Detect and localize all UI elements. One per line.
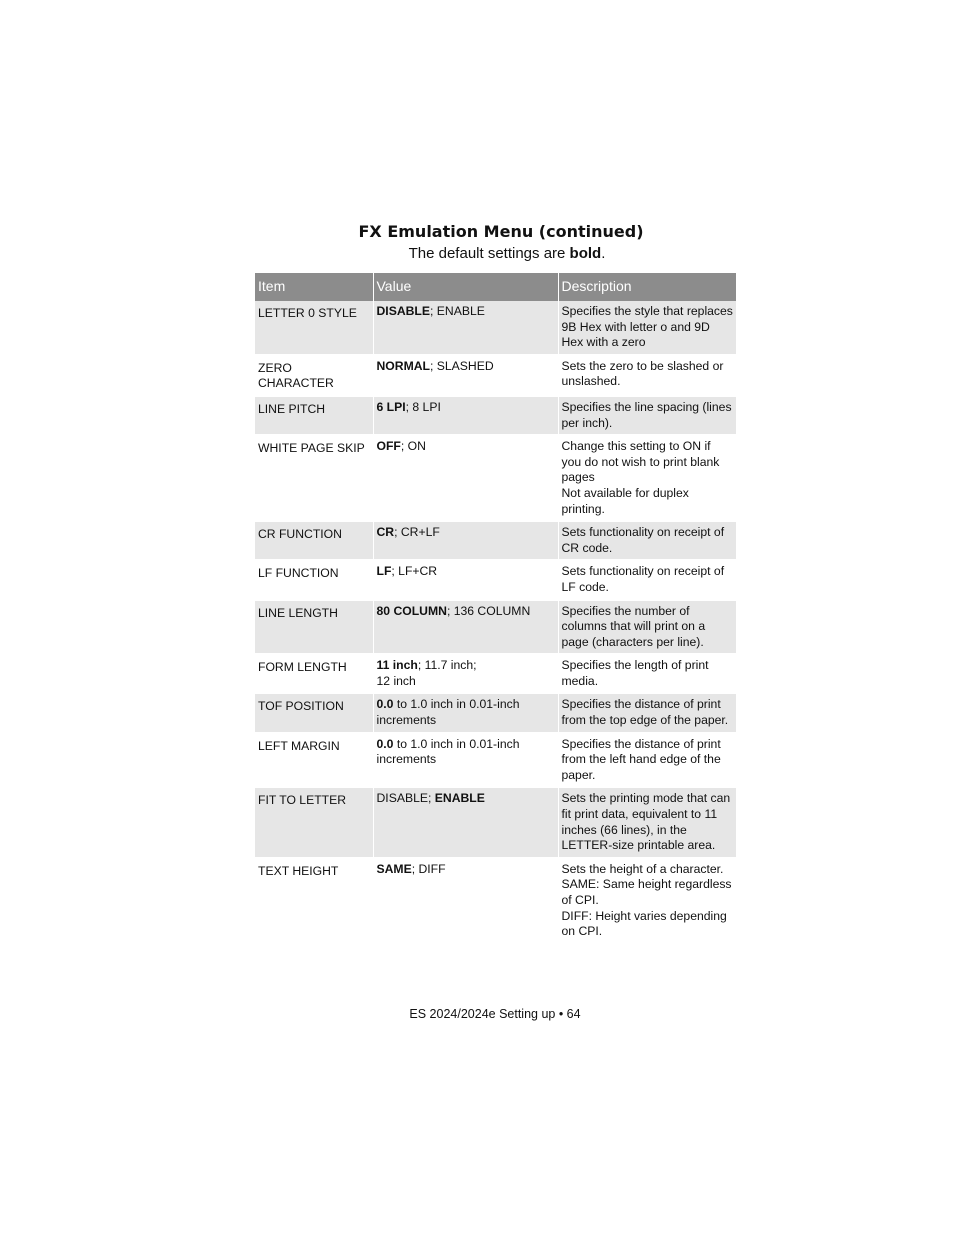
value-options: ; 136 COLUMN: [446, 603, 531, 618]
value-default: NORMAL: [376, 358, 430, 373]
row-value: [373, 521, 558, 560]
value-options: ; LF+CR: [391, 564, 438, 579]
row-description: Sets the printing mode that can fit print data, equivalent to 11 inches (66 lines), in the LETTER-size printable area.: [558, 787, 736, 857]
value-default: CR: [376, 525, 395, 540]
row-value: [373, 355, 558, 396]
value-default: 0.0: [376, 697, 394, 712]
row-item: LETTER 0 STYLE: [255, 301, 373, 355]
value-options: ; 11.7 inch;: [417, 658, 477, 673]
value-default: 80 COLUMN: [376, 603, 447, 618]
table-row: [255, 396, 736, 435]
value-options: ; ENABLE: [430, 304, 485, 318]
table-row: [255, 858, 736, 943]
table-row: [255, 435, 736, 521]
page-title: FX Emulation Menu (continued): [358, 222, 644, 241]
page-footer: ES 2024/2024e Setting up • 64: [409, 1007, 581, 1021]
value-options: to 1.0 inch in 0.01-inch increments: [376, 697, 520, 728]
value-default: 6 LPI: [376, 399, 406, 414]
table-row: [255, 733, 736, 788]
row-item: LINE PITCH: [255, 396, 373, 435]
value-default: 0.0: [376, 736, 394, 751]
subtitle-bold-word: bold: [569, 245, 602, 262]
row-description: [558, 858, 736, 943]
description-note: SAME: Same height regardless of CPI.: [561, 877, 732, 907]
row-item: FIT TO LETTER: [255, 787, 373, 857]
row-description: Specifies the line spacing (lines per inch).: [558, 396, 736, 435]
value-options: to 1.0 inch in 0.01-inch increments: [376, 736, 520, 767]
row-value: [373, 787, 558, 857]
row-value: [373, 301, 558, 355]
value-options: ; CR+LF: [394, 525, 440, 540]
row-item: FORM LENGTH: [255, 654, 373, 693]
table-row: [255, 600, 736, 655]
value-options: ; DIFF: [411, 861, 446, 876]
value-options: ; SLASHED: [429, 358, 494, 373]
row-item: ZERO CHARACTER: [255, 355, 373, 396]
value-default: SAME: [376, 861, 412, 876]
row-description: Specifies the length of print media.: [558, 654, 736, 693]
row-value: [373, 435, 558, 521]
row-description: Specifies the distance of print from the left hand edge of the paper.: [558, 733, 736, 788]
row-item: LF FUNCTION: [255, 560, 373, 599]
table-row: [255, 693, 736, 732]
header-item: Item: [255, 273, 373, 301]
row-description: Sets functionality on receipt of CR code.: [558, 521, 736, 560]
value-default: DISABLE: [376, 304, 430, 318]
row-value: [373, 733, 558, 788]
row-value: [373, 858, 558, 943]
row-description: Sets functionality on receipt of LF code.: [558, 560, 736, 599]
page-subtitle: [0, 245, 954, 262]
table-row: [255, 654, 736, 693]
row-value: [373, 396, 558, 435]
table-header-row: [255, 273, 736, 301]
row-value: [373, 654, 558, 693]
header-value: Value: [373, 273, 558, 301]
row-item: LINE LENGTH: [255, 600, 373, 655]
row-value: [373, 693, 558, 732]
row-item: CR FUNCTION: [255, 521, 373, 560]
settings-table: [255, 273, 736, 943]
header-description: Description: [558, 273, 736, 301]
row-description: [558, 435, 736, 521]
description-line: Sets the height of a character.: [561, 861, 724, 876]
table-row: [255, 560, 736, 599]
row-item: TEXT HEIGHT: [255, 858, 373, 943]
description-note: DIFF: Height varies depending on CPI.: [561, 908, 727, 939]
value-options: ; 8 LPI: [405, 399, 441, 414]
subtitle-text: The default settings are: [408, 245, 570, 262]
row-item: LEFT MARGIN: [255, 733, 373, 788]
value-line-2: 12 inch: [376, 673, 416, 688]
value-default: OFF: [376, 439, 401, 454]
value-default: LF: [376, 564, 392, 579]
description-line: Change this setting to ON if you do not wish to print blank pages: [561, 439, 720, 485]
value-options: ; ON: [400, 439, 426, 454]
subtitle-period: .: [601, 245, 606, 262]
row-description: Specifies the number of columns that will print on a page (characters per line).: [558, 600, 736, 655]
row-item: WHITE PAGE SKIP: [255, 435, 373, 521]
table-row: [255, 355, 736, 396]
row-description: Sets the zero to be slashed or unslashed.: [558, 355, 736, 396]
row-value: [373, 560, 558, 599]
row-value: [373, 600, 558, 655]
table-row: [255, 301, 736, 355]
description-note: Not available for duplex printing.: [561, 485, 689, 516]
row-description: Specifies the distance of print from the top edge of the paper.: [558, 693, 736, 732]
value-options: DISABLE;: [376, 791, 435, 806]
row-description: Specifies the style that replaces 9B Hex with letter o and 9D Hex with a zero: [558, 301, 736, 355]
table-row: [255, 521, 736, 560]
row-item: TOF POSITION: [255, 693, 373, 732]
value-default: ENABLE: [434, 791, 485, 806]
value-default: 11 inch: [376, 658, 418, 673]
table-row: [255, 787, 736, 857]
